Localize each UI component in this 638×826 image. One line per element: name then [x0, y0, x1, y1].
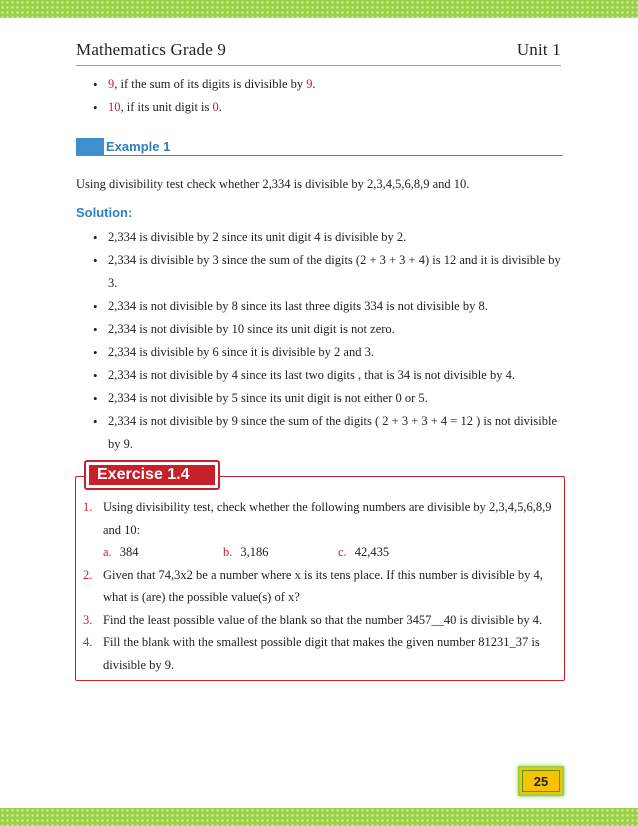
list-item: • 9, if the sum of its digits is divisible by 9. — [76, 73, 561, 96]
page-number: 25 — [518, 766, 564, 796]
divisibility-rules-list — [76, 73, 561, 119]
bottom-decorative-band — [0, 808, 638, 826]
exercise-item: 3. Find the least possible value of the blank so that the number 3457__40 is divisible by 4. — [83, 612, 543, 627]
example-label: Example 1 — [106, 139, 171, 154]
exercise-item: 1. Using divisibility test, check whether the following numbers are divisible by 2,3,4,5,6,8,9 and 10: a. 384 b. 3,186 c. 42,435 — [80, 496, 560, 564]
header-unit: Unit 1 — [516, 40, 561, 59]
exercise-item: 2. Given that 74,3x2 be a number where x is its tens place. If this number is divisible by 4, what is (are) the possible value(s) of x? — [83, 567, 543, 604]
list-item: • 2,334 is divisible by 3 since the sum of the digits (2 + 3 + 3 + 4) is 12 and it is divisible by 3. — [76, 249, 561, 295]
exercise-item: 4. Fill the blank with the smallest possible digit that makes the given number 81231_37 is divisible by 9. — [83, 635, 540, 672]
list-item: • 2,334 is not divisible by 5 since its unit digit is not either 0 or 5. — [76, 387, 561, 410]
example-marker — [76, 138, 104, 156]
exercise-list — [80, 496, 560, 676]
exercise-tab — [84, 460, 220, 490]
list-item: • 2,334 is divisible by 6 since it is divisible by 2 and 3. — [76, 341, 561, 364]
page-header — [76, 36, 561, 66]
example-heading — [76, 138, 563, 156]
solution-list — [76, 226, 561, 456]
subitem: a. 384 — [103, 545, 139, 559]
exercise-subitems — [103, 541, 560, 564]
example-question: Using divisibility test check whether 2,334 is divisible by 2,3,4,5,6,8,9 and 10. — [76, 177, 470, 191]
subitem: c. 42,435 — [338, 545, 390, 559]
list-item: • 2,334 is not divisible by 9 since the sum of the digits ( 2 + 3 + 3 + 4 = 12 ) is not divisible by 9. — [76, 410, 561, 456]
top-decorative-band — [0, 0, 638, 18]
list-item: • 2,334 is not divisible by 8 since its last three digits 334 is not divisible by 8. — [76, 295, 561, 318]
subitem: b. 3,186 — [223, 545, 269, 559]
list-item: • 10, if its unit digit is 0. — [76, 96, 561, 119]
solution-label: Solution: — [76, 205, 133, 220]
list-item: • 2,334 is not divisible by 10 since its unit digit is not zero. — [76, 318, 561, 341]
exercise-title: Exercise 1.4 — [89, 465, 215, 485]
list-item: • 2,334 is divisible by 2 since its unit digit 4 is divisible by 2. — [76, 226, 561, 249]
header-title: Mathematics Grade 9 — [76, 40, 227, 59]
list-item: • 2,334 is not divisible by 4 since its last two digits , that is 34 is not divisible by 4. — [76, 364, 561, 387]
